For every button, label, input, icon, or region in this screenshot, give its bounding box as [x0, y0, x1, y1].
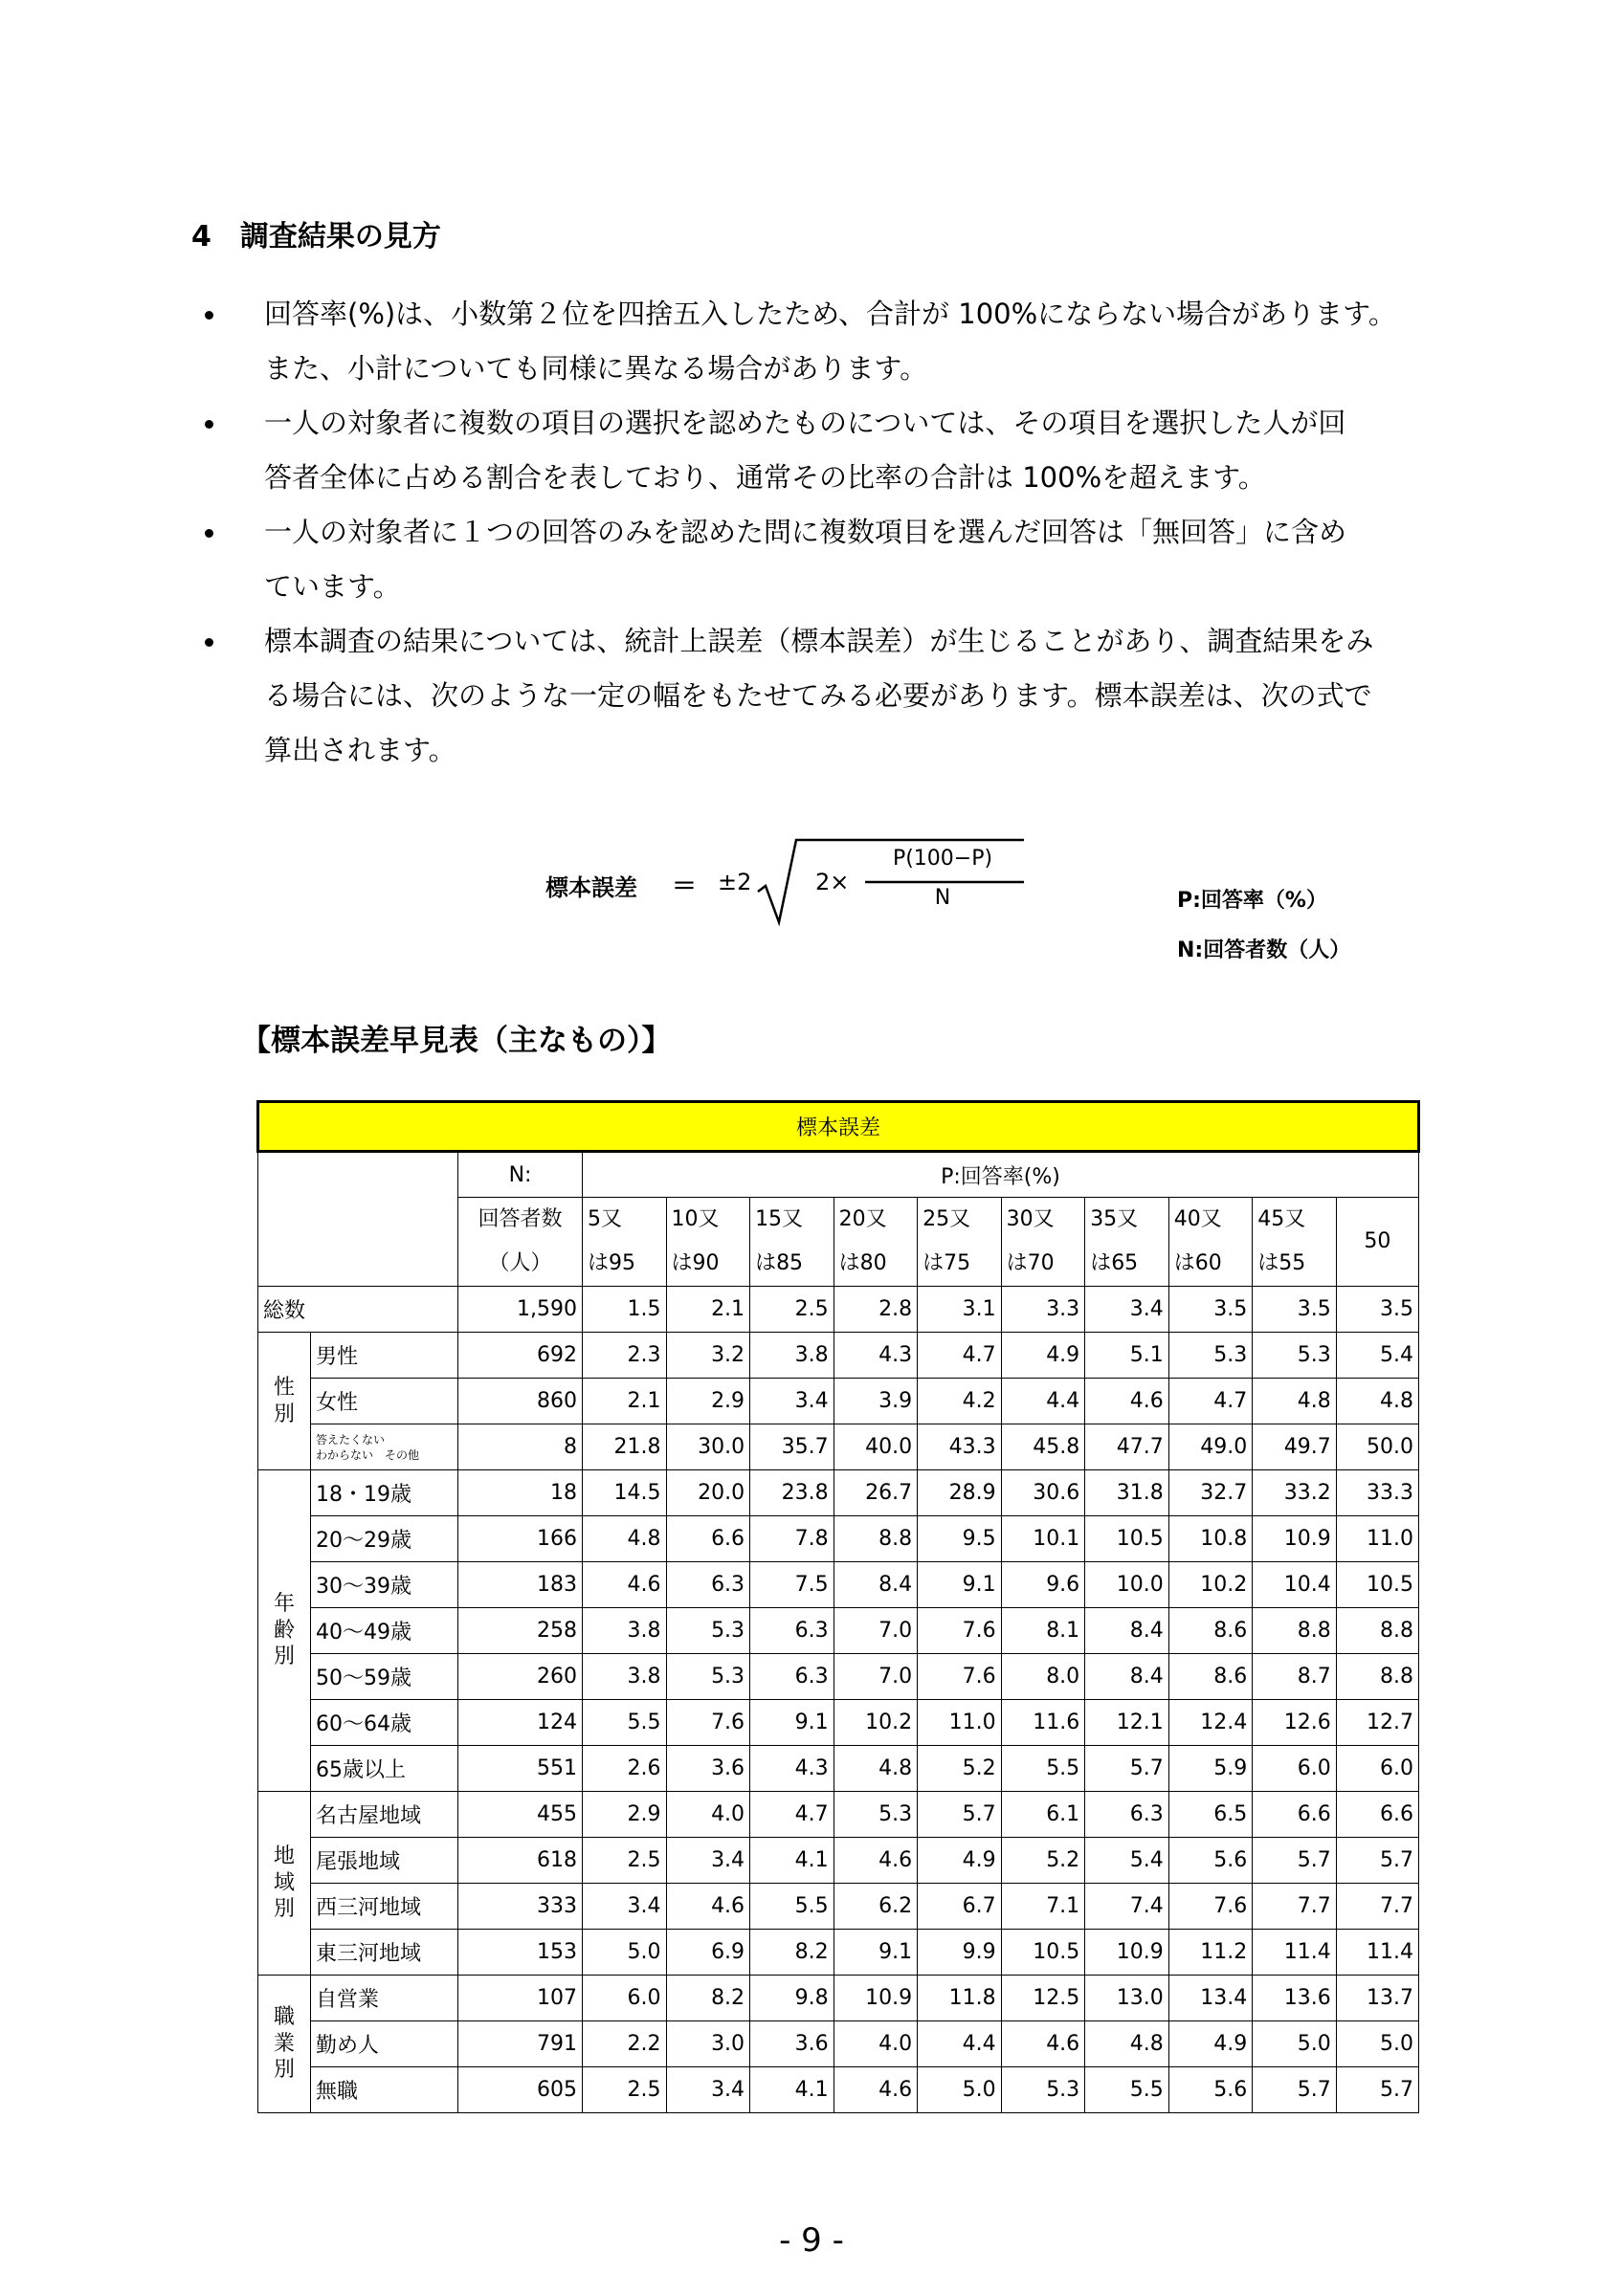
cell-value: 4.8 [1253, 1379, 1337, 1424]
cell-value: 4.0 [834, 2021, 918, 2067]
cell-value: 5.3 [666, 1608, 750, 1654]
table-row [258, 1470, 1419, 1516]
cell-value: 5.7 [1253, 1838, 1337, 1884]
cell-n: 18 [458, 1470, 583, 1516]
cell-value: 6.0 [583, 1976, 667, 2021]
cell-n: 166 [458, 1516, 583, 1562]
cell-value: 4.9 [1168, 2021, 1253, 2067]
cell-value: 10.4 [1253, 1562, 1337, 1608]
cell-value: 5.3 [834, 1792, 918, 1838]
standard-error-formula [545, 830, 1043, 926]
cell-value: 4.6 [834, 1838, 918, 1884]
cell-value: 5.9 [1168, 1746, 1253, 1792]
group-label: 職業別 [258, 1976, 311, 2113]
cell-value: 1.5 [583, 1287, 667, 1333]
header-n: N: [458, 1152, 583, 1198]
row-label: 尾張地域 [311, 1838, 458, 1884]
cell-value: 6.0 [1336, 1746, 1418, 1792]
cell-value: 10.9 [1085, 1930, 1169, 1976]
cell-value: 21.8 [583, 1424, 667, 1470]
cell-value: 12.1 [1085, 1700, 1169, 1746]
cell-value: 4.3 [834, 1333, 918, 1379]
row-label: 60～64歳 [311, 1700, 458, 1746]
cell-n: 605 [458, 2067, 583, 2113]
cell-n: 124 [458, 1700, 583, 1746]
formula-numerator: P(100−P) [892, 847, 993, 871]
cell-value: 9.5 [918, 1516, 1002, 1562]
cell-value: 11.0 [1336, 1516, 1418, 1562]
table-row [258, 1562, 1419, 1608]
cell-value: 7.0 [834, 1654, 918, 1700]
bullet-item [201, 505, 1464, 614]
row-label: 50～59歳 [311, 1654, 458, 1700]
cell-value: 3.1 [918, 1287, 1002, 1333]
cell-n: 333 [458, 1884, 583, 1930]
cell-value: 49.7 [1253, 1424, 1337, 1470]
cell-value: 2.3 [583, 1333, 667, 1379]
cell-value: 50.0 [1336, 1424, 1418, 1470]
group-label: 地域別 [258, 1792, 311, 1976]
header-p-col: 35又 は65 [1085, 1198, 1169, 1287]
bullet-item [201, 614, 1464, 778]
bullet-line: 算出されます。 [264, 734, 456, 766]
cell-value: 13.4 [1168, 1976, 1253, 2021]
bullet-dot-icon [205, 638, 213, 647]
cell-value: 3.4 [583, 1884, 667, 1930]
cell-value: 3.0 [666, 2021, 750, 2067]
cell-n: 153 [458, 1930, 583, 1976]
header-p-col: 20又 は80 [834, 1198, 918, 1287]
cell-value: 6.1 [1001, 1792, 1085, 1838]
square-root-icon [545, 830, 1043, 926]
cell-value: 8.0 [1001, 1654, 1085, 1700]
cell-value: 4.8 [1336, 1379, 1418, 1424]
cell-value: 2.9 [583, 1792, 667, 1838]
cell-value: 8.4 [1085, 1654, 1169, 1700]
cell-value: 3.8 [583, 1608, 667, 1654]
cell-value: 23.8 [750, 1470, 834, 1516]
cell-value: 2.1 [583, 1379, 667, 1424]
cell-value: 6.2 [834, 1884, 918, 1930]
cell-value: 3.4 [666, 1838, 750, 1884]
cell-value: 6.6 [1253, 1792, 1337, 1838]
bullet-line: 一人の対象者に複数の項目の選択を認めたものについては、その項目を選択した人が回 [264, 407, 1346, 439]
row-label: 自営業 [311, 1976, 458, 2021]
cell-value: 7.1 [1001, 1884, 1085, 1930]
cell-value: 5.1 [1085, 1333, 1169, 1379]
cell-value: 3.3 [1001, 1287, 1085, 1333]
cell-value: 4.8 [834, 1746, 918, 1792]
cell-n: 618 [458, 1838, 583, 1884]
cell-value: 10.2 [834, 1700, 918, 1746]
cell-n: 692 [458, 1333, 583, 1379]
cell-value: 4.7 [750, 1792, 834, 1838]
cell-value: 11.4 [1336, 1930, 1418, 1976]
cell-value: 47.7 [1085, 1424, 1169, 1470]
cell-value: 6.6 [666, 1516, 750, 1562]
cell-value: 10.9 [1253, 1516, 1337, 1562]
cell-value: 4.8 [1085, 2021, 1169, 2067]
cell-value: 5.3 [1001, 2067, 1085, 2113]
section-heading: 4 調査結果の見方 [191, 220, 441, 254]
table-row [258, 1976, 1419, 2021]
table-header-title: 標本誤差 [258, 1102, 1419, 1152]
cell-value: 5.4 [1336, 1333, 1418, 1379]
cell-value: 8.4 [834, 1562, 918, 1608]
cell-value: 3.6 [666, 1746, 750, 1792]
row-label: 65歳以上 [311, 1746, 458, 1792]
cell-n: 107 [458, 1976, 583, 2021]
header-p-col: 30又 は70 [1001, 1198, 1085, 1287]
cell-value: 4.4 [918, 2021, 1002, 2067]
cell-value: 8.8 [834, 1516, 918, 1562]
cell-value: 2.1 [666, 1287, 750, 1333]
cell-value: 5.5 [750, 1884, 834, 1930]
cell-value: 4.7 [918, 1333, 1002, 1379]
header-p-col: 45又 は55 [1253, 1198, 1337, 1287]
cell-value: 11.8 [918, 1976, 1002, 2021]
cell-value: 8.2 [666, 1976, 750, 2021]
cell-value: 9.9 [918, 1930, 1002, 1976]
cell-value: 4.0 [666, 1792, 750, 1838]
table-row [258, 1516, 1419, 1562]
cell-value: 5.7 [1253, 2067, 1337, 2113]
cell-value: 4.2 [918, 1379, 1002, 1424]
cell-value: 43.3 [918, 1424, 1002, 1470]
header-p-col: 25又 は75 [918, 1198, 1002, 1287]
cell-value: 3.5 [1253, 1287, 1337, 1333]
group-label: 性別 [258, 1333, 311, 1470]
cell-value: 6.3 [666, 1562, 750, 1608]
table-row [258, 1930, 1419, 1976]
bullet-line: 一人の対象者に１つの回答のみを認めた問に複数項目を選んだ回答は「無回答」に含め [264, 516, 1347, 548]
cell-value: 5.6 [1168, 1838, 1253, 1884]
bullet-item [201, 287, 1464, 396]
row-label: 20～29歳 [311, 1516, 458, 1562]
legend-p: P:回答率（%） [1177, 889, 1327, 913]
table-row [258, 1884, 1419, 1930]
cell-value: 49.0 [1168, 1424, 1253, 1470]
cell-value: 3.4 [750, 1379, 834, 1424]
cell-value: 4.6 [1085, 1379, 1169, 1424]
cell-value: 35.7 [750, 1424, 834, 1470]
cell-value: 2.9 [666, 1379, 750, 1424]
cell-value: 8.1 [1001, 1608, 1085, 1654]
formula-times-two: 2× [815, 869, 850, 895]
row-label: 女性 [311, 1379, 458, 1424]
cell-value: 3.8 [583, 1654, 667, 1700]
cell-value: 5.5 [1001, 1746, 1085, 1792]
row-label: 勤め人 [311, 2021, 458, 2067]
cell-value: 5.0 [1253, 2021, 1337, 2067]
row-label: 東三河地域 [311, 1930, 458, 1976]
cell-value: 5.0 [1336, 2021, 1418, 2067]
cell-value: 6.0 [1253, 1746, 1337, 1792]
cell-value: 5.0 [583, 1930, 667, 1976]
table-row [258, 1287, 1419, 1333]
page-number: - 9 - [779, 2221, 844, 2260]
cell-value: 5.6 [1168, 2067, 1253, 2113]
cell-value: 11.2 [1168, 1930, 1253, 1976]
cell-value: 31.8 [1085, 1470, 1169, 1516]
cell-value: 4.8 [583, 1516, 667, 1562]
cell-value: 5.2 [918, 1746, 1002, 1792]
cell-value: 8.6 [1168, 1654, 1253, 1700]
cell-value: 10.8 [1168, 1516, 1253, 1562]
cell-value: 8.8 [1336, 1654, 1418, 1700]
header-p-col: 15又 は85 [750, 1198, 834, 1287]
cell-value: 5.3 [1168, 1333, 1253, 1379]
header-p-col: 5又 は95 [583, 1198, 667, 1287]
formula-legend [1177, 876, 1350, 976]
cell-value: 12.5 [1001, 1976, 1085, 2021]
cell-value: 8.6 [1168, 1608, 1253, 1654]
cell-value: 4.9 [1001, 1333, 1085, 1379]
header-blank [258, 1152, 458, 1287]
cell-value: 5.4 [1085, 1838, 1169, 1884]
cell-value: 3.4 [1085, 1287, 1169, 1333]
table-title: 【標本誤差早見表（主なもの）】 [241, 1024, 672, 1058]
cell-value: 9.1 [918, 1562, 1002, 1608]
cell-value: 6.9 [666, 1930, 750, 1976]
table-row [258, 1379, 1419, 1424]
bullet-item [201, 396, 1464, 505]
cell-value: 2.6 [583, 1746, 667, 1792]
cell-value: 5.7 [1085, 1746, 1169, 1792]
cell-value: 4.6 [834, 2067, 918, 2113]
cell-value: 4.3 [750, 1746, 834, 1792]
bullet-line: る場合には、次のような一定の幅をもたせてみる必要があります。標本誤差は、次の式で [264, 679, 1372, 712]
cell-value: 3.9 [834, 1379, 918, 1424]
cell-value: 14.5 [583, 1470, 667, 1516]
cell-value: 20.0 [666, 1470, 750, 1516]
bullet-line: また、小計についても同様に異なる場合があります。 [264, 352, 928, 385]
cell-value: 26.7 [834, 1470, 918, 1516]
header-p-col: 50 [1336, 1198, 1418, 1287]
group-label: 年齢別 [258, 1470, 311, 1792]
cell-value: 8.8 [1336, 1608, 1418, 1654]
header-respondents: 回答者数 （人） [458, 1198, 583, 1287]
cell-value: 4.7 [1168, 1379, 1253, 1424]
cell-value: 7.5 [750, 1562, 834, 1608]
bullet-line: 標本調査の結果については、統計上誤差（標本誤差）が生じることがあり、調査結果をみ [264, 625, 1374, 657]
cell-value: 11.6 [1001, 1700, 1085, 1746]
row-label: 18・19歳 [311, 1470, 458, 1516]
cell-value: 6.3 [1085, 1792, 1169, 1838]
cell-value: 13.7 [1336, 1976, 1418, 2021]
cell-value: 9.6 [1001, 1562, 1085, 1608]
row-label: 総数 [258, 1287, 458, 1333]
cell-value: 6.7 [918, 1884, 1002, 1930]
bullet-dot-icon [205, 529, 213, 538]
cell-value: 4.1 [750, 1838, 834, 1884]
cell-value: 28.9 [918, 1470, 1002, 1516]
cell-value: 12.7 [1336, 1700, 1418, 1746]
cell-n: 258 [458, 1608, 583, 1654]
table-row [258, 1424, 1419, 1470]
cell-value: 5.7 [918, 1792, 1002, 1838]
cell-value: 13.6 [1253, 1976, 1337, 2021]
cell-value: 4.6 [1001, 2021, 1085, 2067]
cell-value: 33.3 [1336, 1470, 1418, 1516]
cell-value: 12.6 [1253, 1700, 1337, 1746]
table-row [258, 1333, 1419, 1379]
cell-value: 10.5 [1336, 1562, 1418, 1608]
table-row [258, 1608, 1419, 1654]
row-label: 40～49歳 [311, 1608, 458, 1654]
cell-value: 10.9 [834, 1976, 918, 2021]
bullet-line: 回答率(%)は、小数第２位を四捨五入したため、合計が 100%にならない場合があります。 [264, 298, 1396, 330]
row-label: 西三河地域 [311, 1884, 458, 1930]
cell-n: 860 [458, 1379, 583, 1424]
cell-value: 2.5 [583, 2067, 667, 2113]
cell-value: 10.1 [1001, 1516, 1085, 1562]
header-p-col: 40又 は60 [1168, 1198, 1253, 1287]
cell-value: 5.7 [1336, 2067, 1418, 2113]
bullet-list [201, 287, 1464, 778]
cell-value: 9.8 [750, 1976, 834, 2021]
cell-value: 7.4 [1085, 1884, 1169, 1930]
row-label: 男性 [311, 1333, 458, 1379]
cell-value: 30.6 [1001, 1470, 1085, 1516]
cell-value: 7.6 [918, 1654, 1002, 1700]
cell-value: 30.0 [666, 1424, 750, 1470]
formula-equals: ＝ [672, 872, 698, 901]
cell-value: 6.6 [1336, 1792, 1418, 1838]
cell-value: 12.4 [1168, 1700, 1253, 1746]
cell-value: 40.0 [834, 1424, 918, 1470]
cell-value: 45.8 [1001, 1424, 1085, 1470]
cell-n: 260 [458, 1654, 583, 1700]
cell-value: 5.0 [918, 2067, 1002, 2113]
bullet-line: 答者全体に占める割合を表しており、通常その比率の合計は 100%を超えます。 [264, 461, 1266, 494]
table-row [258, 1654, 1419, 1700]
row-label: 無職 [311, 2067, 458, 2113]
cell-value: 3.8 [750, 1333, 834, 1379]
cell-value: 3.4 [666, 2067, 750, 2113]
table-row [258, 2067, 1419, 2113]
cell-value: 2.8 [834, 1287, 918, 1333]
cell-value: 4.6 [583, 1562, 667, 1608]
cell-value: 7.7 [1253, 1884, 1337, 1930]
cell-value: 10.0 [1085, 1562, 1169, 1608]
cell-value: 3.5 [1168, 1287, 1253, 1333]
table-row [258, 1838, 1419, 1884]
table-row [258, 1792, 1419, 1838]
cell-value: 5.3 [1253, 1333, 1337, 1379]
cell-value: 5.5 [1085, 2067, 1169, 2113]
cell-value: 5.7 [1336, 1838, 1418, 1884]
bullet-dot-icon [205, 311, 213, 320]
cell-value: 8.4 [1085, 1608, 1169, 1654]
table-row [258, 1700, 1419, 1746]
header-p: P:回答率(%) [583, 1152, 1419, 1198]
cell-value: 13.0 [1085, 1976, 1169, 2021]
bullet-dot-icon [205, 420, 213, 429]
cell-value: 9.1 [834, 1930, 918, 1976]
cell-value: 7.6 [666, 1700, 750, 1746]
cell-value: 4.1 [750, 2067, 834, 2113]
cell-value: 5.3 [666, 1654, 750, 1700]
cell-value: 5.2 [1001, 1838, 1085, 1884]
cell-n: 551 [458, 1746, 583, 1792]
cell-value: 11.4 [1253, 1930, 1337, 1976]
cell-value: 6.3 [750, 1654, 834, 1700]
standard-error-table [256, 1100, 1420, 2113]
cell-value: 8.2 [750, 1930, 834, 1976]
row-label: 30～39歳 [311, 1562, 458, 1608]
cell-value: 4.6 [666, 1884, 750, 1930]
cell-value: 3.6 [750, 2021, 834, 2067]
cell-n: 8 [458, 1424, 583, 1470]
cell-value: 10.2 [1168, 1562, 1253, 1608]
cell-value: 6.5 [1168, 1792, 1253, 1838]
cell-value: 7.0 [834, 1608, 918, 1654]
cell-value: 2.2 [583, 2021, 667, 2067]
table-row [258, 2021, 1419, 2067]
cell-value: 3.5 [1336, 1287, 1418, 1333]
cell-value: 3.2 [666, 1333, 750, 1379]
cell-value: 33.2 [1253, 1470, 1337, 1516]
cell-value: 10.5 [1085, 1516, 1169, 1562]
row-label: 答えたくない わからない その他 [311, 1424, 458, 1470]
cell-value: 7.6 [918, 1608, 1002, 1654]
cell-value: 5.5 [583, 1700, 667, 1746]
formula-plus-minus-two: ±2 [718, 869, 752, 895]
cell-value: 8.7 [1253, 1654, 1337, 1700]
formula-lhs: 標本誤差 [545, 874, 637, 901]
cell-n: 183 [458, 1562, 583, 1608]
cell-value: 9.1 [750, 1700, 834, 1746]
formula-denominator: N [934, 886, 951, 910]
legend-n: N:回答者数（人） [1177, 938, 1351, 962]
cell-value: 7.6 [1168, 1884, 1253, 1930]
cell-value: 32.7 [1168, 1470, 1253, 1516]
cell-n: 791 [458, 2021, 583, 2067]
cell-value: 10.5 [1001, 1930, 1085, 1976]
cell-value: 8.8 [1253, 1608, 1337, 1654]
cell-value: 4.9 [918, 1838, 1002, 1884]
cell-value: 2.5 [583, 1838, 667, 1884]
cell-n: 455 [458, 1792, 583, 1838]
bullet-line: ています。 [264, 570, 401, 603]
cell-value: 6.3 [750, 1608, 834, 1654]
table-row [258, 1746, 1419, 1792]
cell-value: 2.5 [750, 1287, 834, 1333]
cell-value: 7.7 [1336, 1884, 1418, 1930]
cell-n: 1,590 [458, 1287, 583, 1333]
header-p-col: 10又 は90 [666, 1198, 750, 1287]
cell-value: 4.4 [1001, 1379, 1085, 1424]
cell-value: 7.8 [750, 1516, 834, 1562]
cell-value: 11.0 [918, 1700, 1002, 1746]
row-label: 名古屋地域 [311, 1792, 458, 1838]
